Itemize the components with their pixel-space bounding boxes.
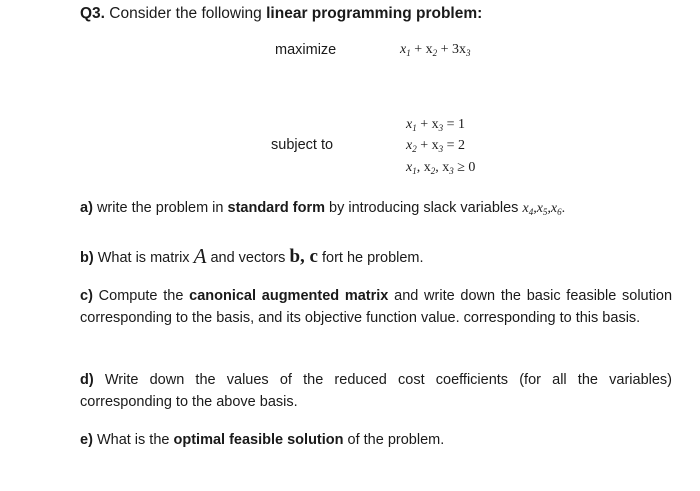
- question-intro: Consider the following: [109, 5, 262, 22]
- question-topic: linear programming problem: [266, 5, 478, 22]
- part-e-label: e): [80, 432, 93, 448]
- part-c: c) Compute the canonical augmented matrix and write down the basic feasible solution corresponding to the basis, and its objective function value. corresponding to this basis.: [80, 288, 673, 326]
- maximize-label: maximize: [275, 42, 337, 58]
- subject-to-label: subject to: [271, 137, 334, 153]
- question-colon: :: [477, 5, 483, 22]
- part-c-label: c): [80, 288, 93, 304]
- part-e: e) What is the optimal feasible solution of the problem.: [80, 432, 445, 448]
- part-d: d) Write down the values of the reduced cost coefficients (for all the variables) corresponding to the above basis.: [80, 372, 672, 410]
- question-header: [80, 5, 482, 23]
- slack-variables: $x_4,x_5,x_6$.: [522, 201, 566, 217]
- part-b: b) What is matrix A and vectors b, c fort he problem.: [80, 244, 424, 268]
- objective-function: $x_1 + x_2 + 3x_3$: [400, 42, 471, 58]
- part-b-label: b): [80, 250, 94, 266]
- question-number: Q3.: [80, 5, 105, 22]
- part-a: a) write the problem in standard form by introducing slack variables $x_4,x_5,x_6$.: [80, 200, 566, 217]
- vector-symbols: b, c: [289, 246, 318, 267]
- constraint-1: $x_1 + x_3 = 1$: [406, 117, 466, 133]
- constraint-nonnegativity: $x_1$, $x_2$, $x_3 \ge 0$: [406, 160, 476, 176]
- constraint-2: $x_2 + x_3 = 2$: [406, 138, 466, 154]
- part-a-label: a): [80, 200, 93, 216]
- matrix-symbol: A: [193, 244, 207, 268]
- part-d-label: d): [80, 372, 94, 388]
